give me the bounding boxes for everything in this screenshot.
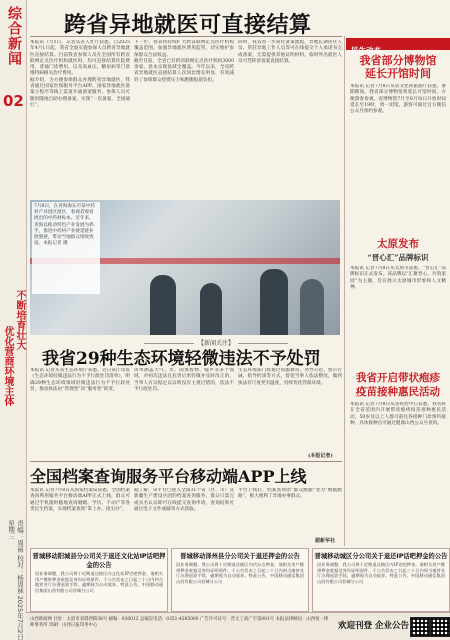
- lead-paragraph: 据介绍，为方便参保群众办理跨省异地就医，我省通过国家医保服务平台APP、国家异地就医备案小程序等线上渠道开通备案服务，参保人员可随时随地自助办理备案，实现“一次备案、全国通行”。: [30, 77, 130, 108]
- story2-paragraph: 本报讯 记者从省生态环境厅获悉，近日该厅印发《生态环境轻微违法行为不予行政处罚清单》，明确29种生态环境领域轻微违法行为不予行政处罚，推动执法由“管理型”向“服务型”转变。: [30, 368, 130, 392]
- footer-ad: 欢迎刊登 企业公告: [338, 621, 409, 631]
- lead-col-2: [134, 40, 234, 198]
- photo-caption: 7月8日，在青海海东市某中药材产业园区展区，参观者观看展出的中药材标本。近年来，青海以推动特色产业发展为抓手，推进中药材产业链延链补链强链，带动当地群众增收致富。本报记者 摄: [32, 202, 100, 294]
- column-divider: [344, 36, 345, 546]
- divider: [30, 461, 342, 462]
- lead-col-3: [238, 40, 342, 198]
- page-meta: 责编：周丽 校对：杨周林 2025年7月2日 星期三: [7, 520, 24, 640]
- notice-body: 因业务调整，我公司将于近期退还辖区内文化站IP话吧押金。请相关用户携带押金收据及身份证明原件，于公告发布之日起三十日内到当地营业厅办理退款手续，逾期视为自动放弃。特此公告。中国移动通信集团山西有限公司晋城分公司: [35, 571, 163, 593]
- qr-code-icon: [410, 617, 430, 637]
- story3-col-3: [238, 488, 342, 536]
- notice-title: 晋城移动城区分公司关于退还IP话吧押金的公告: [314, 553, 448, 560]
- sidebar-header-label: 民生动态: [351, 46, 381, 55]
- sidebar-item1-text: 本报讯 记者7月8日从省文化和旅游厅获悉，暑期期间，我省部分博物馆将延长开馆时间，方便游客参观。省博物馆7月至8月每日开放时间延长至19时，周一闭馆，游客可通过官方微信公众号预约参观。: [350, 84, 446, 115]
- qr-code-icon: [430, 617, 450, 637]
- lead-paragraph: 下一步，我省将持续扩大跨省联网定点医疗机构覆盖范围，加强异地就医费用监管，切实维护参保群众合法权益。: [134, 40, 234, 58]
- notice-body: 因业务调整，我公司将于近期退还辖区内代办点押金。请相关用户携带押金收据及身份证明原件，于公告发布之日起三十日内到当地营业厅办理退款手续，逾期视为自动放弃。特此公告。中国移动通信集团山西有限公司晋城分公司: [176, 562, 304, 584]
- notice-body: 因业务调整，我公司将于近期退还辖区内IP话吧押金。请相关用户携带押金收据及身份证明原件，于公告发布之日起三十日内到当地营业厅办理退款手续，逾期视为自动放弃。特此公告。中国移动通信集团山西有限公司晋城分公司: [317, 562, 445, 584]
- lead-headline: 跨省异地就医可直接结算: [64, 12, 312, 38]
- story3-paragraph: 本报讯 记者7月8日从国家档案局获悉，全国档案查询利用服务平台移动端APP正式上线，群众可通过手机随时随地查询婚姻、学历、不动产等各类民生档案，实现档案查询“掌上办、指尖办”。: [30, 488, 130, 512]
- sidebar-item1-subtitle: 延长开馆时间: [365, 67, 431, 80]
- lead-col-1: [30, 40, 130, 198]
- story2-paragraph: 生态环境部门将通过说服教育、劝导示范、警示告诫、指导约谈等方式，督促当事人依法整改，做到执法有尺度更有温度，持续优化营商环境。: [238, 368, 342, 386]
- footer-info: 山西新闻网 社址：太原市双塔西街38号 邮编：030012 总编室电话：0351-4285000 广告许可证号：晋太工商广字第001号 本报法律顾问：山西恒一律师事务所 印刷：山西日报印务中心: [30, 617, 329, 628]
- lead-paragraph: 同时，我省进一步简化备案流程，异地长期居住人员、常驻异地工作人员等可在线提交个人承诺书完成备案，无需提供其他证明材料。临时外出就医人员可凭转诊备案直接结算。: [238, 40, 342, 64]
- sidebar-header: [346, 38, 450, 55]
- story2-headline: 我省29种生态环境轻微违法不予处罚: [42, 349, 321, 369]
- story2-col-3: [238, 368, 342, 450]
- lead-paragraph: 本报讯 7月1日，记者从省人社厅获悉，自2025年4月1日起，我省全面实施参保人员跨省异地就医直接结算。目前我省参保人员在全国所有跨省联网定点医疗机构就医时，均可直接结算住院费用、普通门诊费用，以及高血压、糖尿病等门诊慢特病相关治疗费用。: [30, 40, 130, 77]
- left-rail: [0, 0, 27, 640]
- sidebar-item3-text: 本报讯 记者7月8日从省疾控中心获悉，我省将在全省范围内开展带状疱疹疫苗接种惠民活动，50岁及以上人群可前往各接种门诊预约接种，具体接种点可通过健康山西公众号查询。: [350, 402, 446, 426]
- sidebar-item2-title: 太原发布: [377, 238, 419, 250]
- sidebar-item3-title: 我省开启带状疱疹: [356, 372, 440, 384]
- notice-title: 晋城移动阳城县分公司关于退还文化站IP话吧押金的公告: [32, 553, 166, 569]
- story2-col-2: [134, 368, 234, 460]
- section-title: 综合新闻: [6, 6, 22, 66]
- sidebar-item1-title: 我省部分博物馆: [359, 54, 437, 67]
- notice-3: [312, 548, 450, 612]
- story3-paragraph: 平台上线后，档案查询由“群众跑腿”变为“数据跑路”，极大便利了异地办事群众。: [238, 488, 342, 500]
- notice-title: 晋城移动泽州县分公司关于退还押金的公告: [180, 553, 300, 560]
- story3-paragraph: 据了解，该平台已接入全国31个省（区、市）及新疆生产建设兵团的档案查询服务，群众只需完成实名认证即可在线提交查询申请，查询结果可通过电子文件或邮寄方式获取。: [134, 488, 234, 512]
- story2-paragraph: 清单涵盖大气、水、固体废物、噪声等多个领域，对初次违法且危害后果轻微并及时改正的、当事人有证据足以证明没有主观过错的，依法不予行政处罚。: [134, 368, 234, 392]
- sidebar-item2-subtitle: “晋心汇”品牌标识: [367, 253, 429, 262]
- story3-credit: 据新华社: [315, 538, 336, 544]
- notice-1: [30, 548, 168, 612]
- lead-paragraph: 截至目前，全省已有跨省联网定点医疗机构3000余家，基本实现县域全覆盖。今年以来，全省跨省异地就医直接结算人次同比增长明显，有效减轻了参保群众垫资压力和跑腿报销负担。: [134, 58, 234, 83]
- page-number: 02: [3, 92, 24, 110]
- sidebar-item3-subtitle: 疫苗接种惠民活动: [356, 386, 440, 398]
- story2-credit: (本报记者): [308, 453, 333, 459]
- notice-2: [171, 548, 309, 612]
- divider: [30, 36, 342, 37]
- focus-label: 【新闻关注】: [140, 338, 292, 347]
- story3-col-2: [134, 488, 234, 544]
- story2-col-1: [30, 368, 130, 460]
- story3-col-1: [30, 488, 130, 544]
- page-footer: [26, 612, 450, 640]
- story3-headline: 全国档案查询服务平台移动端APP上线: [30, 467, 307, 486]
- slogan-a: 不断培育壮大: [14, 290, 25, 350]
- sidebar-item2-text: 本报讯 记者7月8日从太原市获悉，“晋心汇”品牌标识正式发布。该品牌以“汇聚晋心、共筑家园”为主题，旨在展示太原城市形象和人文精神。: [350, 266, 446, 290]
- slogan-b: 优化营商环境主体: [2, 326, 13, 406]
